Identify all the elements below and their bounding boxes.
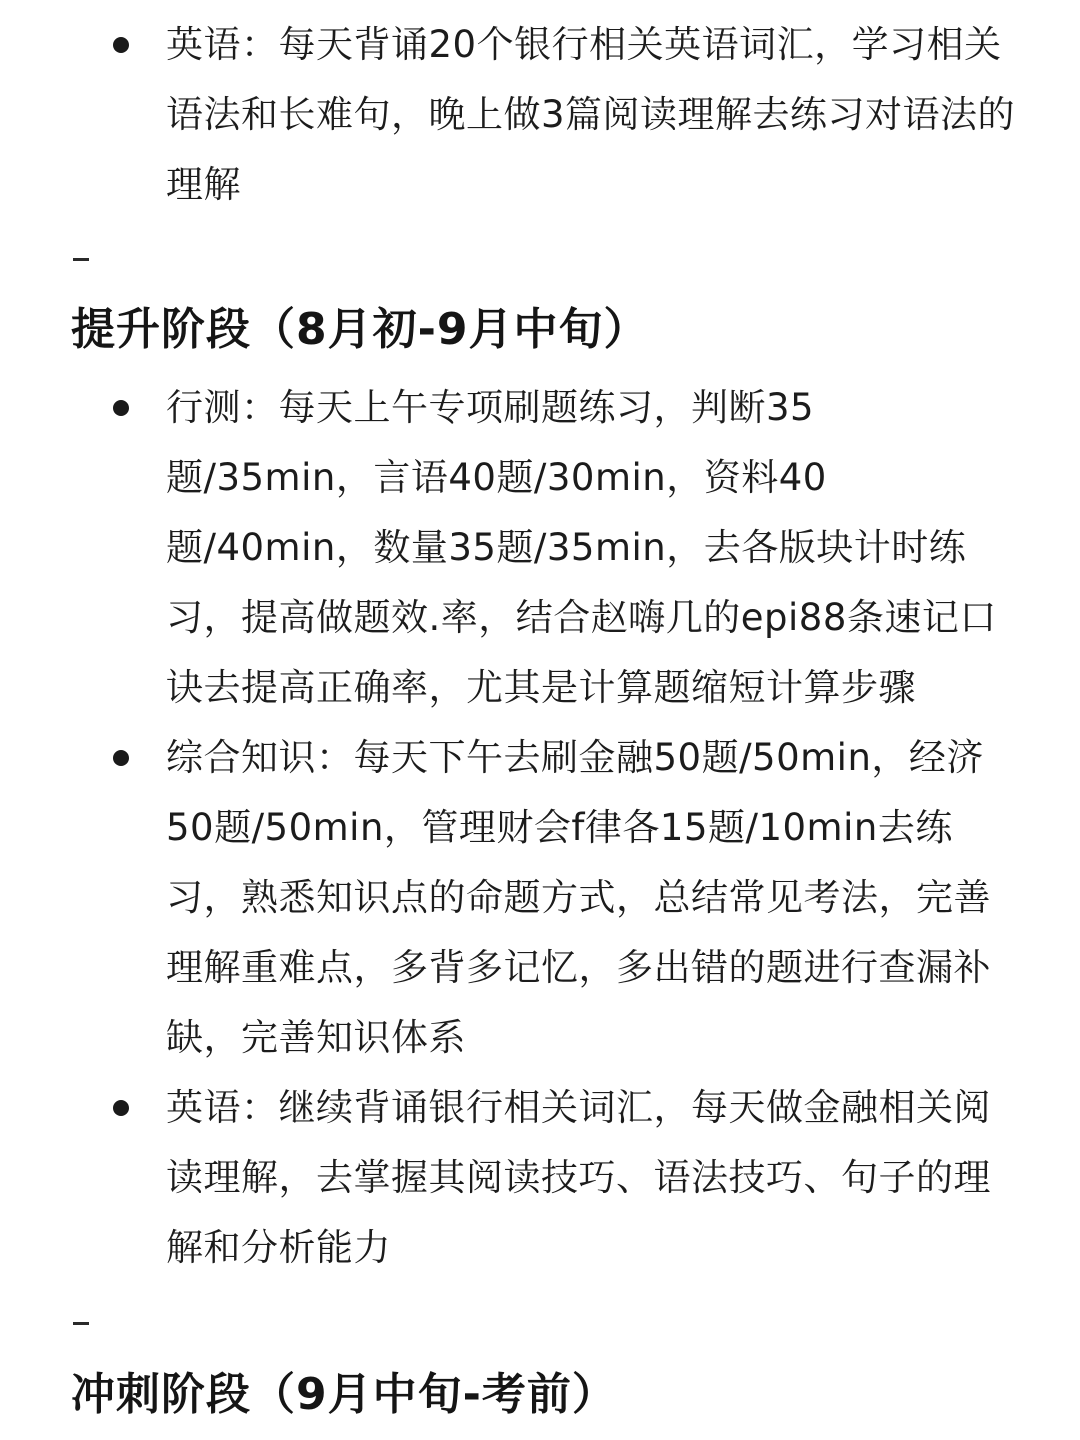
section-divider-dash bbox=[73, 1322, 89, 1325]
study-plan-list-foundation bbox=[0, 10, 1016, 220]
list-item-text: 英语：每天背诵20个银行相关英语词汇，学习相关语法和长难句，晚上做3篇阅读理解去练习对语法的理解 bbox=[166, 23, 1016, 206]
list-item-text: 行测：每天上午专项刷题练习，判断35题/35min，言语40题/30min，资料40题/40min，数量35题/35min，去各版块计时练习，提高做题效.率，结合赵嗨几的epi88条速记口诀去提高正确率，尤其是计算题缩短计算步骤 bbox=[166, 386, 997, 709]
list-item bbox=[0, 10, 1016, 220]
section-heading-sprint-stage: 冲刺阶段（9月中旬-考前） bbox=[71, 1369, 617, 1420]
section-heading-improvement-stage: 提升阶段（8月初-9月中旬） bbox=[71, 304, 649, 355]
list-item bbox=[0, 1073, 1016, 1283]
list-item-text: 英语：继续背诵银行相关词汇，每天做金融相关阅读理解，去掌握其阅读技巧、语法技巧、句子的理解和分析能力 bbox=[166, 1086, 991, 1269]
list-item bbox=[0, 723, 1016, 1073]
bullet-icon bbox=[113, 1100, 129, 1116]
bullet-icon bbox=[113, 37, 129, 53]
section-divider-dash bbox=[73, 258, 89, 261]
bullet-icon bbox=[113, 750, 129, 766]
list-item-text: 综合知识：每天下午去刷金融50题/50min，经济50题/50min，管理财会f律各15题/10min去练习，熟悉知识点的命题方式，总结常见考法，完善理解重难点，多背多记忆，多出错的题进行查漏补缺，完善知识体系 bbox=[166, 736, 991, 1059]
list-item bbox=[0, 373, 1016, 723]
study-plan-list-improvement bbox=[0, 373, 1016, 1283]
bullet-icon bbox=[113, 400, 129, 416]
